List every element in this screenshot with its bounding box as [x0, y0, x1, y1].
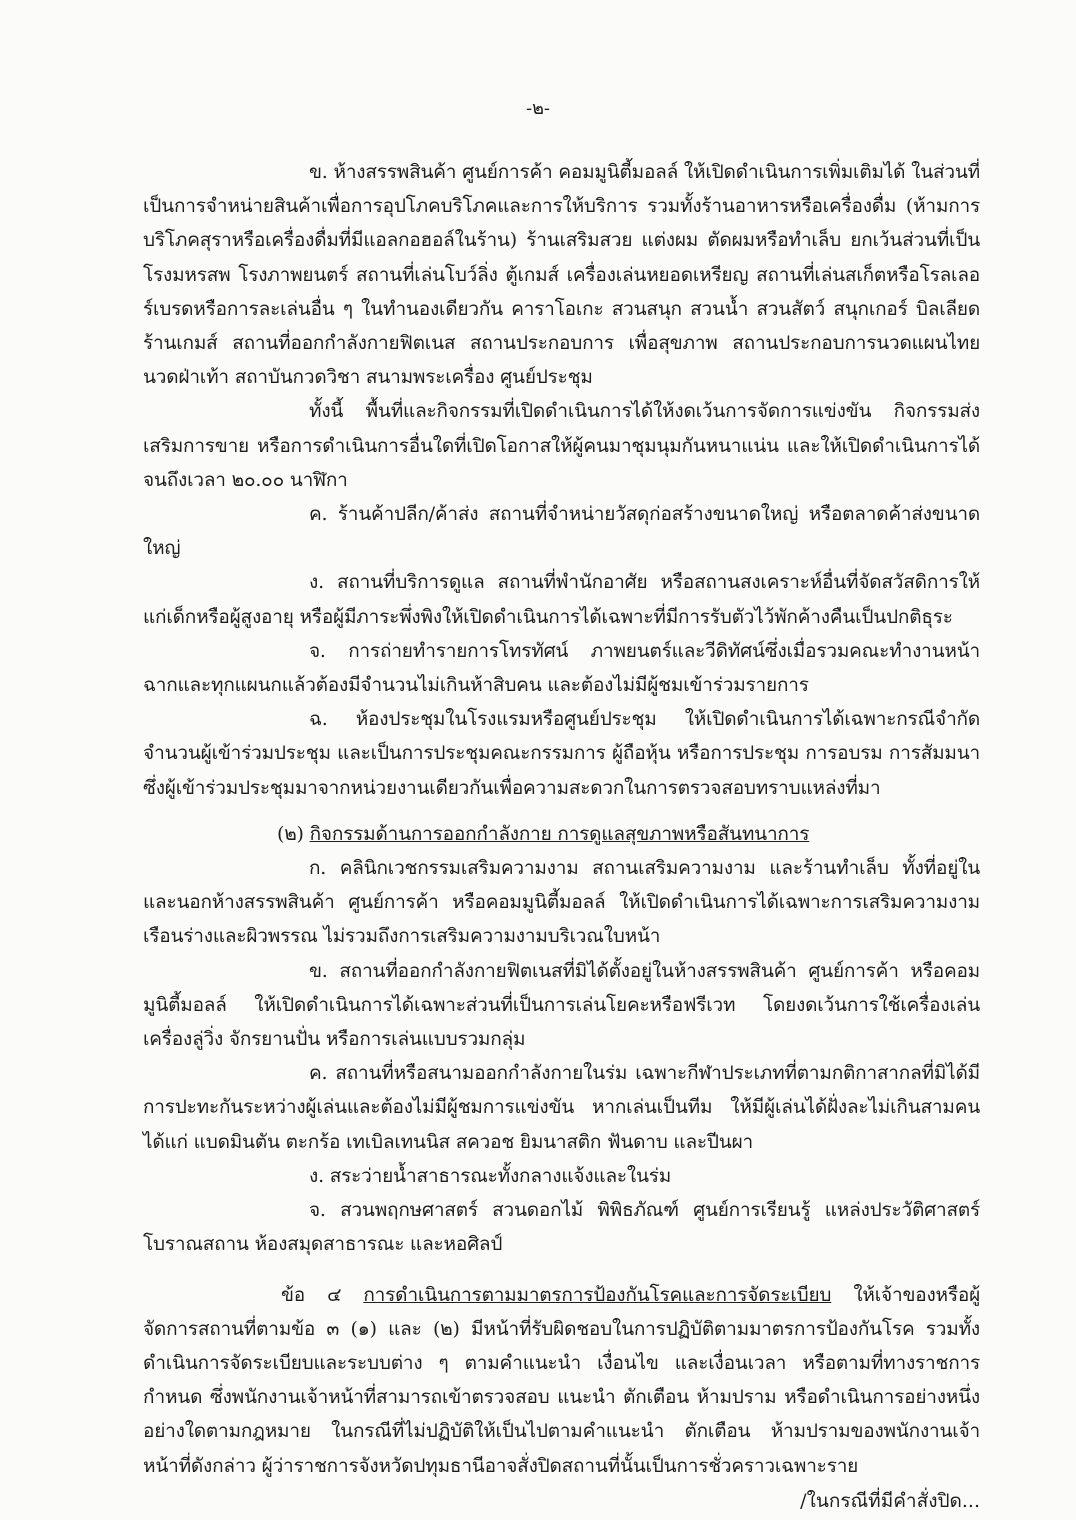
clause-4-title: การดำเนินการตามมาตรการป้องกันโรคและการจัดระเบียบ: [363, 1283, 832, 1306]
clause-4-text: ให้เจ้าของหรือผู้จัดการสถานที่ตามข้อ ๓ (๑) และ (๒) มีหน้าที่รับผิดชอบในการปฏิบัติตามมาตรการป้องกันโรค รวมทั้งดำเนินการจัดระเบียบและระบบต่าง ๆ ตามคำแนะนำ เงื่อนไข และเงื่อนเวลา หรือตามที่ทางราชการกำหนด ซึ่งพนักงานเจ้าหน้าที่สามารถเข้าตรวจสอบ แนะนำ ตักเตือน ห้ามปราม หรือดำเนินการอย่างหนึ่งอย่างใดตามกฎหมาย ในกรณีที่ไม่ปฏิบัติให้เป็นไปตามคำแนะนำ ตักเตือน ห้ามปรามของพนักงานเจ้าหน้าที่ดังกล่าว ผู้ว่าราชการจังหวัดปทุมธานีอาจสั่งปิดสถานที่นั้นเป็นการชั่วคราวเฉพาะราย: [143, 1283, 981, 1477]
section-2-item-ngo: ง. สระว่ายน้ำสาธารณะทั้งกลางแจ้งและในร่ม: [309, 1164, 672, 1187]
page-number: -๒-: [525, 98, 551, 119]
section-2-number: (๒): [277, 822, 304, 845]
section-2-item-ko: ก. คลินิกเวชกรรมเสริมความงาม สถานเสริมความงาม และร้านทำเล็บ ทั้งที่อยู่ในและนอกห้างสรรพสินค้า ศูนย์การค้า หรือคอมมูนิตี้มอลล์ ให้เปิดดำเนินการได้เฉพาะการเสริมความงามเรือนร่างและผิวพรรณ ไม่รวมถึงการเสริมความงามบริเวณใบหน้า: [143, 857, 980, 948]
paragraph-ngo-care-facilities: ง. สถานที่บริการดูแล สถานที่พำนักอาศัย หรือสถานสงเคราะห์อื่นที่จัดสวัสดิการให้แก่เด็กหรือผู้สูงอายุ หรือผู้มีภาระพึ่งพิงให้เปิดดำเนินการได้เฉพาะที่มีการรับตัวไว้พักค้างคืนเป็นปกติธุระ: [143, 571, 980, 628]
paragraph-cho-filming: จ. การถ่ายทำรายการโทรทัศน์ ภาพยนตร์และวีดิทัศน์ซึ่งเมื่อรวมคณะทำงานหน้าฉากและทุกแผนกแล้วต้องมีจำนวนไม่เกินห้าสิบคน และต้องไม่มีผู้ชมเข้าร่วมรายการ: [143, 639, 980, 697]
section-2-item-kho: ข. สถานที่ออกกำลังกายฟิตเนสที่มิได้ตั้งอยู่ในห้างสรรพสินค้า ศูนย์การค้า หรือคอมมูนิตี้มอลล์ ให้เปิดดำเนินการได้เฉพาะส่วนที่เป็นการเล่นโยคะหรือฟรีเวท โดยงดเว้นการใช้เครื่องเล่น เครื่องลู่วิ่ง จักรยานปั่น หรือการเล่นแบบรวมกลุ่ม: [143, 959, 980, 1051]
paragraph-kho-department-stores: ข. ห้างสรรพสินค้า ศูนย์การค้า คอมมูนิตี้มอลล์ ให้เปิดดำเนินการเพิ่มเติมได้ ในส่วนที่เป็นการจำหน่ายสินค้าเพื่อการอุปโภคบริโภคและการให้บริการ รวมทั้งร้านอาหารหรือเครื่องดื่ม (ห้ามการบริโภคสุราหรือเครื่องดื่มที่มีแอลกอฮอล์ในร้าน) ร้านเสริมสวย แต่งผม ตัดผมหรือทำเล็บ ยกเว้นส่วนที่เป็นโรงมหรสพ โรงภาพยนตร์ สถานที่เล่นโบว์ลิ่ง ตู้เกมส์ เครื่องเล่นหยอดเหรียญ สถานที่เล่นสเก็ตหรือโรลเลอร์เบรดหรือการละเล่นอื่น ๆ ในทำนองเดียวกัน คาราโอเกะ สวนสนุก สวนน้ำ สวนสัตว์ สนุกเกอร์ บิลเลียด ร้านเกมส์ สถานที่ออกกำลังกายฟิตเนส สถานประกอบการ เพื่อสุขภาพ สถานประกอบการนวดแผนไทย นวดฝ่าเท้า สถาบันกวดวิชา สนามพระเครื่อง ศูนย์ประชุม: [143, 161, 980, 389]
paragraph-conditions: ทั้งนี้ พื้นที่และกิจกรรมที่เปิดดำเนินการได้ให้งดเว้นการจัดการแข่งขัน กิจกรรมส่งเสริมการขาย หรือการดำเนินการอื่นใดที่เปิดโอกาสให้ผู้คนมาชุมนุมกันหนาแน่น และให้เปิดดำเนินการได้จนถึงเวลา ๒๐.๐๐ นาฬิกา: [143, 400, 980, 491]
clause-4-number: ข้อ ๔: [281, 1283, 342, 1306]
clause-4-paragraph: [143, 1278, 980, 1483]
continuation-note: /ในกรณีที่มีคำสั่งปิด...: [800, 1490, 980, 1512]
paragraph-chho-meeting-rooms: ฉ. ห้องประชุมในโรงแรมหรือศูนย์ประชุม ให้เปิดดำเนินการได้เฉพาะกรณีจำกัดจำนวนผู้เข้าร่วมประชุม และเป็นการประชุมคณะกรรมการ ผู้ถือหุ้น หรือการประชุม การอบรม การสัมมนา ซึ่งผู้เข้าร่วมประชุมมาจากหน่วยงานเดียวกันเพื่อความสะดวกในการตรวจสอบทราบแหล่งที่มา: [143, 708, 980, 799]
section-2-item-cho: จ. สวนพฤกษศาสตร์ สวนดอกไม้ พิพิธภัณฑ์ ศูนย์การเรียนรู้ แหล่งประวัติศาสตร์ โบราณสถาน ห้องสมุดสาธารณะ และหอศิลป์: [143, 1199, 980, 1256]
paragraph-kho-retail: ค. ร้านค้าปลีก/ค้าส่ง สถานที่จำหน่ายวัสดุก่อสร้างขนาดใหญ่ หรือตลาดค้าส่งขนาดใหญ่: [143, 503, 980, 560]
section-2-title: กิจกรรมด้านการออกกำลังกาย การดูแลสุขภาพหรือสันทนาการ: [309, 822, 810, 845]
document-body: [143, 155, 980, 1483]
section-2-item-kho2: ค. สถานที่หรือสนามออกกำลังกายในร่ม เฉพาะกีฬาประเภทที่ตามกติกาสากลที่มิได้มีการปะทะกันระหว่างผู้เล่นและต้องไม่มีผู้ชมการแข่งขัน หากเล่นเป็นทีม ให้มีผู้เล่นได้ฝั่งละไม่เกินสามคน ได้แก่ แบดมินตัน ตะกร้อ เทเบิลเทนนิส สควอช ยิมนาสติก ฟันดาบ และปีนผา: [143, 1062, 980, 1153]
section-2-heading: [143, 817, 980, 851]
